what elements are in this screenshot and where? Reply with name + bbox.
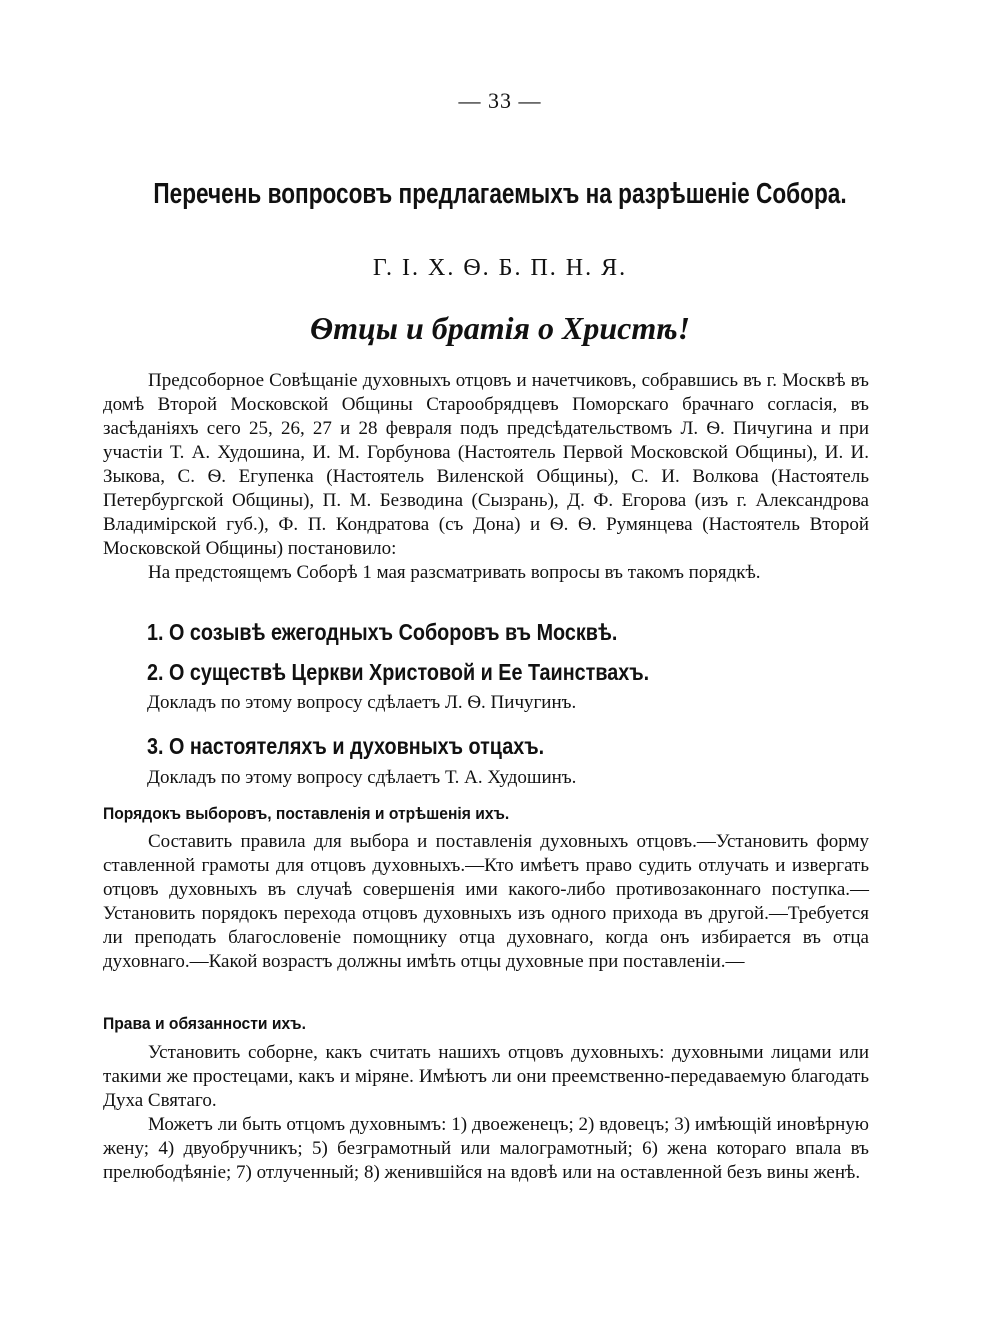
intro-paragraph	[103, 369, 869, 585]
salutation: Ѳтцы и братія о Христѣ!	[309, 310, 691, 346]
item-3-note: Докладъ по этому вопросу сдѣлаетъ Т. А. Худошинъ.	[147, 767, 577, 788]
section-1-paragraph	[103, 830, 869, 974]
section-1-text: Составить правила для выбора и поставленія духовныхъ отцовъ.—Установить форму ставленной грамоты для отцовъ духовныхъ.—Кто имѣетъ право судить отлучать и извергать отцовъ духовныхъ въ случаѣ совершенія ими какого-либо противозаконнаго поступка.—Установить порядокъ перехода отцовъ духовныхъ изъ одного прихода въ другой.—Требуется ли преподать благословеніе помощнику отца духовнаго, когда онъ избирается въ отца духовнаго.—Какой возрастъ должны имѣть отцы духовные при поставленіи.—	[103, 831, 869, 972]
intro-text: Предсоборное Совѣщаніе духовныхъ отцовъ и начетчиковъ, собравшись въ г. Москвѣ въ домѣ Второй Московской Общины Старообрядцевъ Поморскаго брачнаго согласія, въ засѣданіяхъ сего 25, 26, 27 и 28 февраля подъ предсѣдательствомъ Л. Ѳ. Пичугина и при участіи Т. А. Худошина, И. М. Горбунова (Настоятель Первой Московской Общины), И. И. Зыкова, С. Ѳ. Егупенка (Настоятель Виленской Общины), С. И. Волкова (Настоятель Петербургской Общины), П. М. Безводина (Сызрань), Д. Ф. Егорова (изъ г. Александрова Владимірской губ.), Ф. П. Кондратова (съ Дона) и Ѳ. Ѳ. Румянцева (Настоятель Второй Московской Общины) постановило:	[103, 370, 869, 559]
section-2-heading: Права и обязанности ихъ.	[103, 1014, 306, 1033]
item-3-heading: 3. О настоятеляхъ и духовныхъ отцахъ.	[147, 733, 545, 759]
document-title: Перечень вопросовъ предлагаемыхъ на разрѣшеніе Собора.	[153, 178, 847, 210]
intro-continuation: На предстоящемъ Соборѣ 1 мая разсматривать вопросы въ такомъ порядкѣ.	[148, 562, 761, 583]
section-1-heading: Порядокъ выборовъ, поставленія и отрѣшенія ихъ.	[103, 804, 510, 823]
item-1-heading: 1. О созывѣ ежегодныхъ Соборовъ въ Москвѣ.	[147, 619, 618, 645]
section-2-text-1: Установить соборне, какъ считать нашихъ отцовъ духовныхъ: духовными лицами или такими же простецами, какъ и міряне. Имѣютъ ли они преемственно-передаваемую благодать Духа Святаго.	[103, 1042, 869, 1111]
section-2-paragraph	[103, 1041, 869, 1185]
section-2-text-2: Можетъ ли быть отцомъ духовнымъ: 1) двоеженецъ; 2) вдовецъ; 3) имѣющій иновѣрную жену; 4) двуобручникъ; 5) безграмотный или малограмотный; 6) жена котораго впала въ прелюбодѣяніе; 7) отлученный; 8) женившійся на вдовѣ или на оставленной безъ вины женѣ.	[103, 1114, 869, 1183]
page-number: — 33 —	[458, 88, 542, 113]
item-2-heading: 2. О существѣ Церкви Христовой и Ее Таинствахъ.	[147, 659, 650, 685]
item-2-note: Докладъ по этому вопросу сдѣлаетъ Л. Ѳ. Пичугинъ.	[147, 692, 577, 713]
initials-line: Г. І. Х. Ѳ. Б. П. Н. Я.	[372, 255, 628, 281]
